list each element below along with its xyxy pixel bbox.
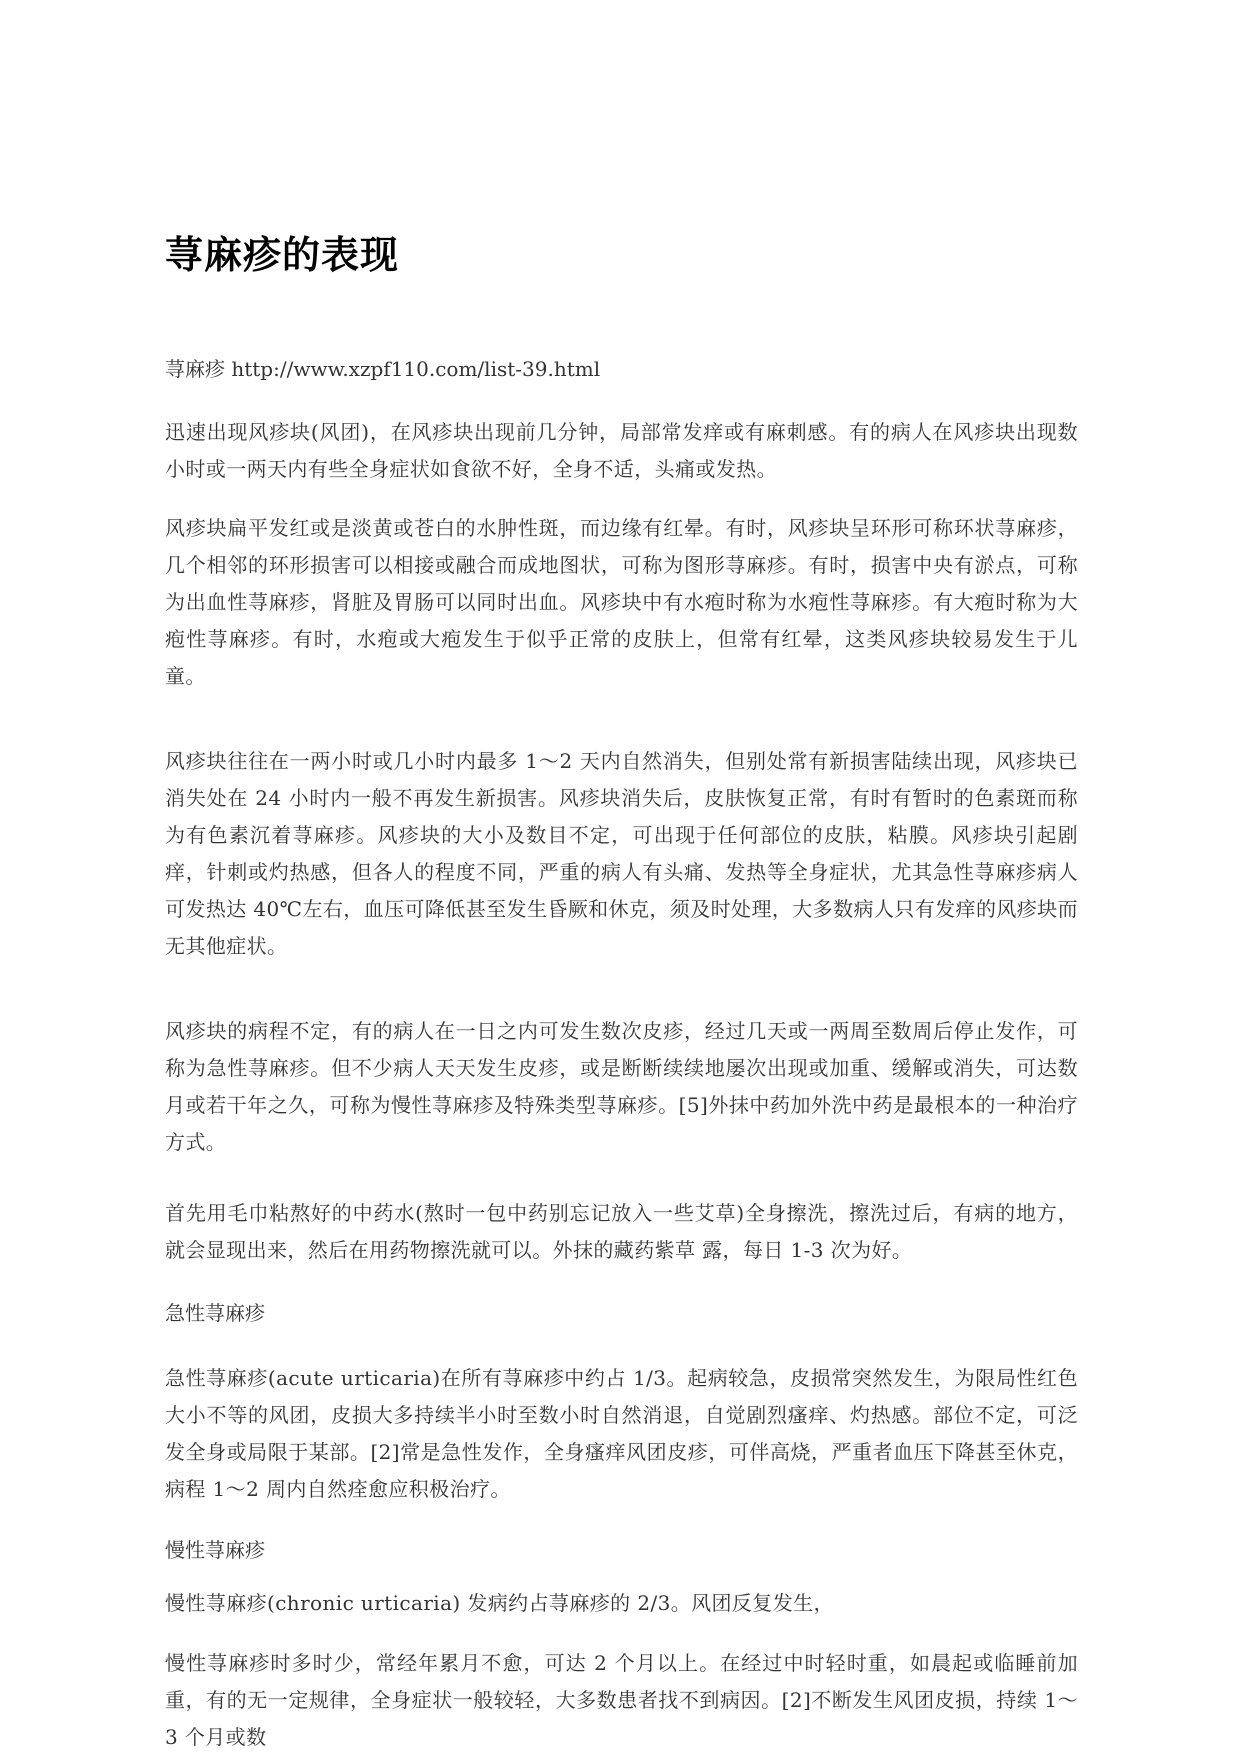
page-title: 荨麻疹的表现 xyxy=(165,232,400,277)
heading-acute-urticaria: 急性荨麻疹 xyxy=(165,1301,265,1326)
paragraph-disease-course: 风疹块的病程不定，有的病人在一日之内可发生数次皮疹，经过几天或一两周至数周后停止发作，可称为急性荨麻疹。但不少病人天天发生皮疹，或是断断续续地屡次出现或加重、缓解或消失，可达数月或若干年之久，可称为慢性荨麻疹及特殊类型荨麻疹。[5]外抹中药加外洗中药是最根本的一种治疗方式。 xyxy=(165,1019,1078,1155)
paragraph-chronic-urticaria-intro: 慢性荨麻疹(chronic urticaria) 发病约占荨麻疹的 2/3。风团反复发生， xyxy=(165,1591,834,1616)
paragraph-symptom-onset: 迅速出现风疹块(风团)，在风疹块出现前几分钟，局部常发痒或有麻刺感。有的病人在风疹块出现数小时或一两天内有些全身症状如食欲不好，全身不适，头痛或发热。 xyxy=(165,420,1078,482)
paragraph-herbal-treatment: 首先用毛巾粘熬好的中药水(熬时一包中药别忘记放入一些艾草)全身擦洗，擦洗过后，有病的地方，就会显现出来，然后在用药物擦洗就可以。外抹的藏药紫草 露，每日 1-3 次为好。 xyxy=(165,1201,1078,1263)
heading-chronic-urticaria: 慢性荨麻疹 xyxy=(165,1538,265,1563)
source-url-line: 荨麻疹 http://www.xzpf110.com/list-39.html xyxy=(165,357,601,382)
paragraph-wheal-appearance: 风疹块扁平发红或是淡黄或苍白的水肿性斑，而边缘有红晕。有时，风疹块呈环形可称环状荨麻疹，几个相邻的环形损害可以相接或融合而成地图状，可称为图形荨麻疹。有时，损害中央有淤点，可称为出血性荨麻疹，肾脏及胃肠可以同时出血。风疹块中有水疱时称为水疱性荨麻疹。有大疱时称为大疱性荨麻疹。有时，水疱或大疱发生于似乎正常的皮肤上，但常有红晕，这类风疹块较易发生于儿童。 xyxy=(165,516,1078,689)
paragraph-acute-urticaria: 急性荨麻疹(acute urticaria)在所有荨麻疹中约占 1/3。起病较急，皮损常突然发生，为限局性红色大小不等的风团，皮损大多持续半小时至数小时自然消退，自觉剧烈瘙痒、灼热感。部位不定，可泛发全身或局限于某部。[2]常是急性发作，全身瘙痒风团皮疹，可伴高烧，严重者血压下降甚至休克，病程 1～2 周内自然痊愈应积极治疗。 xyxy=(165,1366,1078,1502)
paragraph-chronic-urticaria-course: 慢性荨麻疹时多时少，常经年累月不愈，可达 2 个月以上。在经过中时轻时重，如晨起或临睡前加重，有的无一定规律，全身症状一般较轻，大多数患者找不到病因。[2]不断发生风团皮损，持续 1～3 个月或数 xyxy=(165,1651,1078,1750)
paragraph-wheal-duration: 风疹块往往在一两小时或几小时内最多 1～2 天内自然消失，但别处常有新损害陆续出现，风疹块已消失处在 24 小时内一般不再发生新损害。风疹块消失后，皮肤恢复正常，有时有暂时的色素斑而称为有色素沉着荨麻疹。风疹块的大小及数目不定，可出现于任何部位的皮肤，粘膜。风疹块引起剧痒，针刺或灼热感，但各人的程度不同，严重的病人有头痛、发热等全身症状，尤其急性荨麻疹病人可发热达 40℃左右，血压可降低甚至发生昏厥和休克，须及时处理，大多数病人只有发痒的风疹块而无其他症状。 xyxy=(165,749,1078,959)
